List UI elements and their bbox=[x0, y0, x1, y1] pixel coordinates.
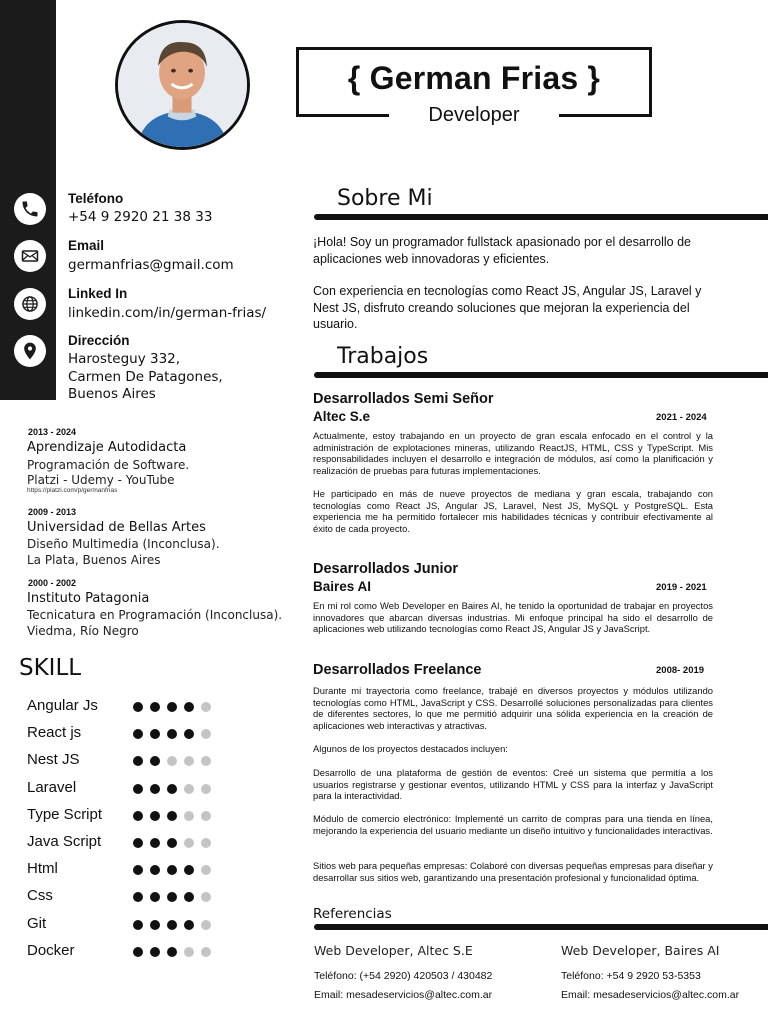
skill-row bbox=[27, 724, 227, 744]
skill-name: Java Script bbox=[27, 833, 102, 850]
skills-title: SKILL bbox=[19, 655, 82, 681]
skill-row bbox=[27, 915, 227, 935]
job-description: Sitios web para pequeñas empresas: Colaboré con diversas pequeñas empresas para diseñar y desarrollar sus sitios web, garantizando una presentación profesional y funcionalidad óptima. bbox=[313, 860, 713, 883]
education-school: Aprendizaje Autodidacta bbox=[27, 440, 187, 455]
skill-dot-filled bbox=[150, 838, 160, 848]
skill-name: Nest JS bbox=[27, 751, 80, 769]
skill-dot-filled bbox=[167, 865, 177, 875]
name-box bbox=[296, 47, 652, 126]
skill-dot-filled bbox=[133, 892, 143, 902]
education-detail: Platzi - Udemy - YouTube bbox=[27, 473, 175, 487]
job-description: En mi rol como Web Developer en Baires AI, he tenido la oportunidad de trabajar en proyectos innovadores que abarcan diversas industrias. Mi enfoque principal ha sido el desarrollo de aplicaciones web utilizando tecnologías como React JS, Angular JS y JavaScript. bbox=[313, 600, 713, 635]
skill-dot-filled bbox=[133, 920, 143, 930]
skill-name: Css bbox=[27, 887, 53, 905]
skill-dot-filled bbox=[150, 865, 160, 875]
job-title: Desarrollados Junior bbox=[313, 561, 459, 577]
skill-dot-filled bbox=[167, 811, 177, 821]
skill-level bbox=[133, 784, 211, 794]
profile-photo-illustration bbox=[118, 23, 247, 147]
education-school: Universidad de Bellas Artes bbox=[27, 520, 206, 535]
job-description: Actualmente, estoy trabajando en un proyecto de gran escala enfocado en el control y la administración de explotaciones mineras, utilizando ReactJS, HTML, CSS y TypeScript. Mis responsabilidades incluyen el desarrollo e integración de módulos, así como la planificación y realización de pruebas para futuras implementaciones. bbox=[313, 430, 713, 476]
skill-dot-filled bbox=[150, 892, 160, 902]
skill-dot-filled bbox=[150, 811, 160, 821]
skill-dot-empty bbox=[201, 947, 211, 957]
skill-dot-empty bbox=[201, 865, 211, 875]
skill-dot-filled bbox=[167, 892, 177, 902]
phone-icon bbox=[14, 193, 46, 225]
email-value: germanfrias@gmail.com bbox=[68, 257, 234, 273]
skill-level bbox=[133, 892, 211, 902]
address-line-3: Buenos Aires bbox=[68, 386, 156, 402]
references-title: Referencias bbox=[313, 906, 392, 922]
profile-photo bbox=[115, 20, 250, 150]
skill-dot-filled bbox=[133, 811, 143, 821]
skill-dot-empty bbox=[201, 756, 211, 766]
job-period: 2008- 2019 bbox=[656, 665, 705, 676]
skill-dot-filled bbox=[133, 947, 143, 957]
references-divider bbox=[314, 924, 768, 930]
skill-dot-filled bbox=[133, 729, 143, 739]
skill-name: Laravel bbox=[27, 778, 77, 796]
job-description: Módulo de comercio electrónico: Implementé un carrito de compras para una tienda en línea, mejorando la experiencia del usuario mediante un diseño intuitivo y funcionalidades interactivas. bbox=[313, 813, 713, 836]
skill-row bbox=[27, 806, 227, 826]
job-period: 2019 - 2021 bbox=[656, 582, 707, 593]
skill-dot-filled bbox=[150, 920, 160, 930]
skill-dot-empty bbox=[201, 920, 211, 930]
reference-role: Web Developer, Altec S.E bbox=[314, 943, 473, 958]
education-period: 2013 - 2024 bbox=[28, 427, 77, 437]
skill-dot-filled bbox=[133, 784, 143, 794]
skill-level bbox=[133, 811, 211, 821]
skill-dot-empty bbox=[201, 702, 211, 712]
skill-dot-filled bbox=[150, 702, 160, 712]
skill-dot-filled bbox=[184, 920, 194, 930]
job-description: Desarrollo de una plataforma de gestión de eventos: Creé un sistema que permitía a los usuarios registrarse y gestionar eventos, utilizando HTML y CSS para la interfaz y JavaScript para la interactividad. bbox=[313, 767, 713, 802]
education-detail: Programación de Software. bbox=[27, 458, 190, 472]
skill-name: Type Script bbox=[27, 805, 103, 823]
address-label: Dirección bbox=[68, 333, 130, 348]
reference-phone: Teléfono: (+54 2920) 420503 / 430482 bbox=[314, 970, 493, 982]
skill-level bbox=[133, 947, 211, 957]
skill-dot-filled bbox=[150, 756, 160, 766]
skill-dot-filled bbox=[150, 784, 160, 794]
job-company: Baires AI bbox=[313, 579, 372, 594]
job-description: He participado en más de nueve proyectos de mediana y gran escala, trabajando con tecnologías como React JS, Angular JS, Laravel, Nest JS, MySQL y PostgreSQL. Esta experiencia me ha permitido fortalecer mis habilidades técnicas y contribuir efectivamente al éxito de cada proyecto. bbox=[313, 488, 713, 534]
skill-dot-filled bbox=[167, 920, 177, 930]
reference-email[interactable]: Email: mesadeservicios@altec.com.ar bbox=[314, 989, 493, 1001]
skill-dot-filled bbox=[133, 756, 143, 766]
job-role: Developer bbox=[389, 102, 559, 128]
job-title: Desarrollados Freelance bbox=[313, 662, 482, 678]
job-description: Durante mi trayectoria como freelance, trabajé en diversos proyectos y módulos utilizando tecnologías como HTML, JavaScript y CSS. Desarrollé soluciones personalizadas para clientes de diferentes sectores, lo que me permitió adquirir una sólida experiencia en la creación de aplicaciones web interactivas y atractivas. bbox=[313, 685, 713, 731]
skill-dot-filled bbox=[167, 784, 177, 794]
skill-dot-filled bbox=[150, 947, 160, 957]
globe-icon bbox=[14, 288, 46, 320]
job-title: Desarrollados Semi Señor bbox=[313, 391, 494, 407]
skill-dot-filled bbox=[150, 729, 160, 739]
jobs-divider bbox=[314, 372, 768, 378]
linkedin-label: Linked In bbox=[68, 286, 128, 301]
education-school: Instituto Patagonia bbox=[27, 591, 150, 606]
jobs-title: Trabajos bbox=[337, 344, 429, 369]
education-link[interactable]: https://platzi.com/p/germanfrias bbox=[27, 487, 118, 494]
education-detail: Diseño Multimedia (Inconclusa). bbox=[27, 537, 220, 551]
skill-level bbox=[133, 920, 211, 930]
skill-dot-empty bbox=[184, 784, 194, 794]
skill-name: Docker bbox=[27, 941, 75, 959]
skill-row bbox=[27, 860, 227, 880]
about-title: Sobre Mi bbox=[337, 186, 433, 211]
phone-value: +54 9 2920 21 38 33 bbox=[68, 209, 213, 225]
skill-level bbox=[133, 838, 211, 848]
skill-dot-filled bbox=[184, 892, 194, 902]
skill-level bbox=[133, 702, 211, 712]
skill-dot-filled bbox=[167, 947, 177, 957]
skill-dot-empty bbox=[201, 729, 211, 739]
reference-role: Web Developer, Baires AI bbox=[561, 943, 720, 958]
skill-name: React js bbox=[27, 724, 82, 742]
skill-dot-filled bbox=[184, 729, 194, 739]
about-paragraph: Con experiencia en tecnologías como React JS, Angular JS, Laravel y Nest JS, disfruto creando soluciones que mejoran la experiencia del usuario. bbox=[313, 284, 702, 331]
address-line-1: Harosteguy 332, bbox=[68, 351, 181, 367]
skill-dot-filled bbox=[167, 729, 177, 739]
job-description: Algunos de los proyectos destacados incluyen: bbox=[313, 743, 508, 754]
skill-dot-filled bbox=[133, 865, 143, 875]
education-period: 2009 - 2013 bbox=[28, 507, 77, 517]
skill-level bbox=[133, 865, 211, 875]
skill-dot-empty bbox=[201, 784, 211, 794]
about-paragraph: ¡Hola! Soy un programador fullstack apasionado por el desarrollo de aplicaciones web innovadoras y eficientes. bbox=[313, 235, 691, 266]
reference-phone: Teléfono: +54 9 2920 53-5353 bbox=[561, 970, 701, 982]
skill-dot-empty bbox=[184, 947, 194, 957]
skill-dot-empty bbox=[184, 756, 194, 766]
skill-row bbox=[27, 887, 227, 907]
skill-level bbox=[133, 756, 211, 766]
education-detail: La Plata, Buenos Aires bbox=[27, 553, 161, 567]
skill-dot-empty bbox=[201, 892, 211, 902]
skill-dot-empty bbox=[201, 811, 211, 821]
education-detail: Tecnicatura en Programación (Inconclusa). bbox=[27, 608, 283, 622]
skill-level bbox=[133, 729, 211, 739]
address-line-2: Carmen De Patagones, bbox=[68, 369, 223, 385]
full-name: { German Frias } bbox=[347, 60, 601, 96]
skill-name: Angular Js bbox=[27, 697, 98, 714]
skill-dot-empty bbox=[167, 756, 177, 766]
skill-row bbox=[27, 751, 227, 771]
education-period: 2000 - 2002 bbox=[28, 578, 77, 588]
job-period: 2021 - 2024 bbox=[656, 412, 707, 423]
skill-name: Git bbox=[27, 914, 47, 932]
reference-email[interactable]: Email: mesadeservicios@altec.com.ar bbox=[561, 989, 740, 1001]
skill-row bbox=[27, 942, 227, 962]
skill-dot-filled bbox=[184, 702, 194, 712]
mail-icon bbox=[14, 240, 46, 272]
education-detail: Viedma, Río Negro bbox=[27, 624, 139, 638]
skill-dot-filled bbox=[133, 838, 143, 848]
skill-dot-empty bbox=[184, 838, 194, 848]
skill-dot-empty bbox=[184, 811, 194, 821]
skill-name: Html bbox=[27, 860, 58, 878]
job-company: Altec S.e bbox=[313, 409, 371, 424]
about-divider bbox=[314, 214, 768, 220]
skill-row bbox=[27, 833, 227, 853]
skill-row bbox=[27, 779, 227, 799]
linkedin-value[interactable]: linkedin.com/in/german-frias/ bbox=[68, 305, 267, 321]
skill-dot-filled bbox=[167, 702, 177, 712]
skill-row bbox=[27, 697, 227, 717]
location-pin-icon bbox=[14, 335, 46, 367]
skill-dot-filled bbox=[184, 865, 194, 875]
skill-dot-filled bbox=[167, 838, 177, 848]
phone-label: Teléfono bbox=[68, 191, 124, 206]
email-label: Email bbox=[68, 238, 105, 253]
skill-dot-empty bbox=[201, 838, 211, 848]
skill-dot-filled bbox=[133, 702, 143, 712]
